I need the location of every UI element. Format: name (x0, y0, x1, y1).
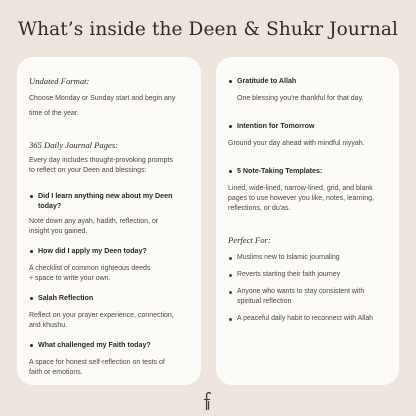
left-card (17, 57, 201, 385)
f-monogram-icon (201, 391, 215, 411)
prompt-heading: Intention for Tomorrow (228, 121, 391, 131)
undated-format-text: time of the year. (29, 109, 79, 117)
prompt-heading: What challenged my Faith today? (29, 340, 191, 350)
prompt-text: A checklist of common righteous deeds (29, 265, 151, 272)
prompt-heading: Gratitude to Allah (228, 76, 391, 86)
undated-format-title: Undated Format: (29, 76, 90, 86)
prompt-text: Ground your day ahead with mindful niyyah. (228, 140, 365, 147)
audience-item: Anyone who wants to stay consistent with (228, 287, 391, 297)
audience-item: Muslims new to Islamic journaling (228, 253, 391, 263)
undated-format-text: Choose Monday or Sunday start and begin any (29, 95, 176, 102)
templates-text: pages to use however you like, notes, learning, (228, 195, 374, 202)
templates-text: Lined, wide-lined, narrow-lined, grid, and blank (228, 185, 373, 192)
prompt-text: A space for honest self-reflection on tests of (29, 359, 165, 366)
prompt-text: faith or emotions. (29, 369, 83, 376)
prompt-text: and khushu. (29, 322, 68, 329)
prompt-text: One blessing you're thankful for that day. (237, 95, 364, 102)
audience-item-cont: spiritual reflection (237, 298, 292, 305)
daily-pages-text: Every day includes thought-provoking prompts (29, 157, 173, 164)
prompt-text: + space to write your own. (29, 275, 111, 282)
prompt-heading: How did I apply my Deen today? (29, 246, 191, 256)
prompt-heading: Did I learn anything new about my Deen today? (29, 191, 191, 211)
prompt-text: Reflect on your prayer experience, connection, (29, 312, 174, 319)
prompt-heading: Salah Reflection (29, 293, 191, 303)
templates-text: reflections, or du'as. (228, 205, 291, 212)
perfect-for-title: Perfect For: (228, 235, 271, 245)
audience-item: Reverts starting their faith journey (228, 270, 391, 280)
prompt-text: insight you gained. (29, 228, 88, 235)
daily-pages-title: 365 Daily Journal Pages: (29, 140, 119, 150)
daily-pages-text: to reflect on your Deen and blessings: (29, 167, 147, 174)
prompt-text: Note down any ayah, hadith, reflection, or (29, 218, 159, 225)
right-card (216, 57, 399, 385)
templates-heading: 5 Note-Taking Templates: (228, 166, 391, 176)
page-title: What’s inside the Deen & Shukr Journal (17, 19, 399, 40)
audience-item: A peaceful daily habit to reconnect with Allah (228, 314, 391, 324)
